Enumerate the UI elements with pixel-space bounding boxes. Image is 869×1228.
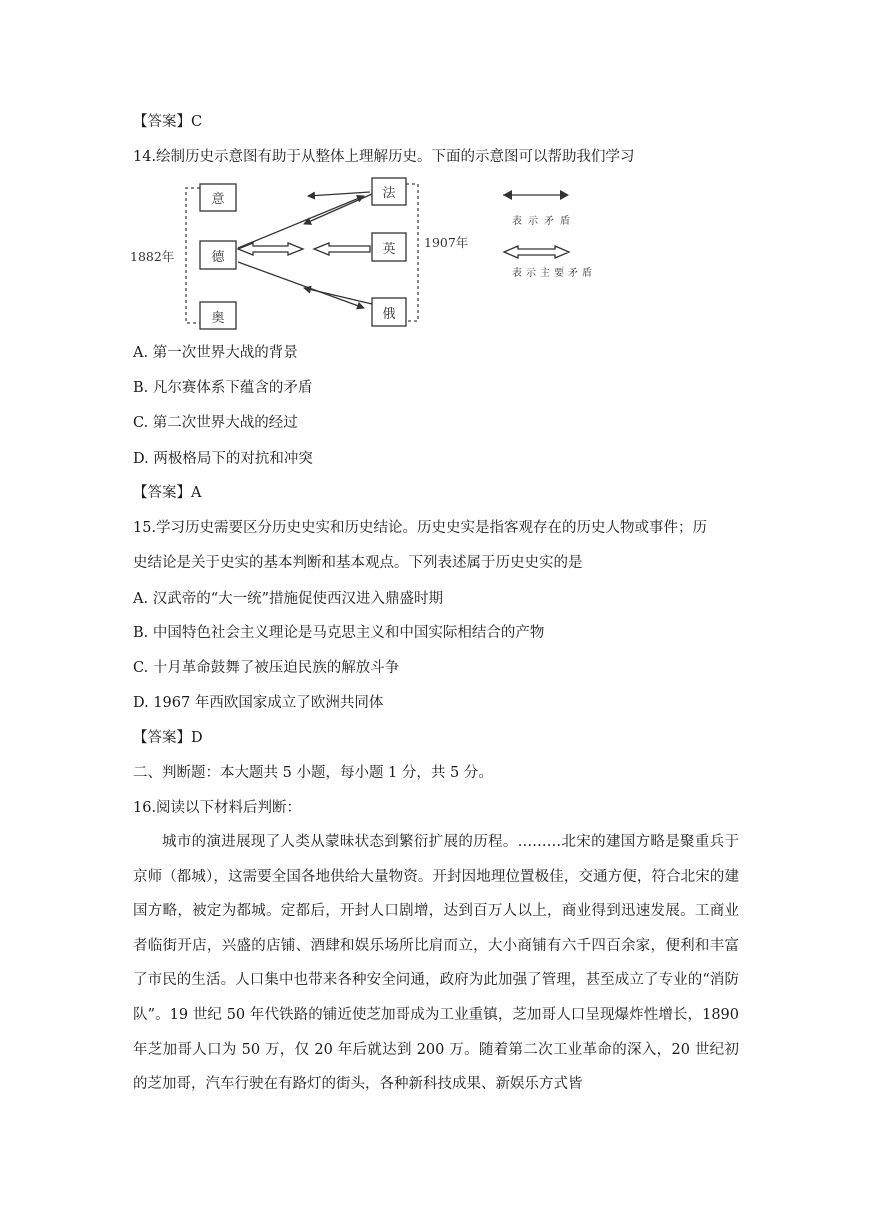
- box-france: [372, 178, 406, 205]
- arrow-france-italy: [308, 192, 370, 196]
- q15-option-d: D. 1967 年西欧国家成立了欧洲共同体: [133, 695, 384, 711]
- arrow-germany-russia: [238, 262, 364, 308]
- label-austria: 奥: [211, 311, 225, 326]
- arrow-germany-france: [238, 196, 364, 248]
- alliance-diagram: [128, 176, 628, 331]
- main-contradiction-arrow: [238, 243, 370, 255]
- label-britain: 英: [382, 242, 396, 257]
- question-16: 16.阅读以下材料后判断：: [133, 800, 302, 816]
- label-russia: 俄: [382, 307, 396, 322]
- triple-entente-bracket: [406, 184, 418, 321]
- box-italy: [200, 184, 236, 211]
- label-france: 法: [382, 186, 396, 201]
- answer-15: 【答案】D: [133, 730, 203, 746]
- question-15-line2: 史结论是关于史实的基本判断和基本观点。下列表述属于历史史实的是: [133, 555, 583, 571]
- q15-option-c: C. 十月革命鼓舞了被压迫民族的解放斗争: [133, 660, 400, 676]
- answer-13: 【答案】C: [133, 114, 203, 130]
- arrow-france-germany: [304, 194, 372, 224]
- section-2-heading: 二、判断题：本大题共 5 小题，每小题 1 分，共 5 分。: [133, 765, 493, 781]
- arrow-russia-germany: [304, 288, 372, 304]
- year-1882-label: 1882年: [130, 249, 175, 264]
- legend-contradiction-label: 表示矛盾: [512, 216, 576, 227]
- box-russia: [372, 298, 406, 326]
- question-15-line1: 15.学习历史需要区分历史史实和历史结论。历史史实是指客观存在的历史人物或事件；历: [133, 520, 708, 536]
- triple-alliance-bracket: [186, 188, 200, 323]
- q14-option-c: C. 第二次世界大战的经过: [133, 415, 298, 431]
- legend-contradiction: [503, 190, 576, 227]
- legend-main-label: 表示主要矛盾: [512, 268, 596, 279]
- legend-main-contradiction: [504, 246, 596, 279]
- answer-14: 【答案】A: [133, 485, 202, 501]
- label-italy: 意: [211, 192, 225, 207]
- question-14: 14.绘制历史示意图有助于从整体上理解历史。下面的示意图可以帮助我们学习: [133, 149, 635, 165]
- year-1907-label: 1907年: [424, 235, 469, 250]
- box-britain: [372, 233, 406, 261]
- q14-option-a: A. 第一次世界大战的背景: [133, 345, 298, 361]
- box-austria: [200, 302, 236, 329]
- q15-option-a: A. 汉武帝的“大一统”措施促使西汉进入鼎盛时期: [133, 591, 444, 607]
- q14-option-b: B. 凡尔赛体系下蕴含的矛盾: [133, 380, 313, 396]
- box-germany: [200, 241, 236, 269]
- label-germany: 德: [211, 250, 225, 265]
- material-passage: 城市的演进展现了人类从蒙昧状态到繁衍扩展的历程。………北宋的建国方略是聚重兵于京师（都城），这需要全国各地供给大量物资。开封因地理位置极佳，交通方便，符合北宋的建国方略，被定为都城。定都后，开封人口剧增，达到百万人以上，商业得到迅速发展。工商业者临街开店，兴盛的店铺、酒肆和娱乐场所比肩而立，大小商铺有六千四百余家，便利和丰富了市民的生活。人口集中也带来各种安全问通，政府为此加强了管理，甚至成立了专业的“消防队”。19 世纪 50 年代铁路的铺近使芝加哥成为工业重镇，芝加哥人口呈现爆炸性增长，1890 年芝加哥人口为 50 万，仅 20 年后就达到 200 万。随着第二次工业革命的深入，20 世纪初的芝加哥，汽车行驶在有路灯的街头，各种新科技成果、新娱乐方式皆: [133, 834, 739, 1093]
- q15-option-b: B. 中国特色社会主义理论是马克思主义和中国实际相结合的产物: [133, 625, 545, 641]
- q14-option-d: D. 两极格局下的对抗和冲突: [133, 451, 313, 467]
